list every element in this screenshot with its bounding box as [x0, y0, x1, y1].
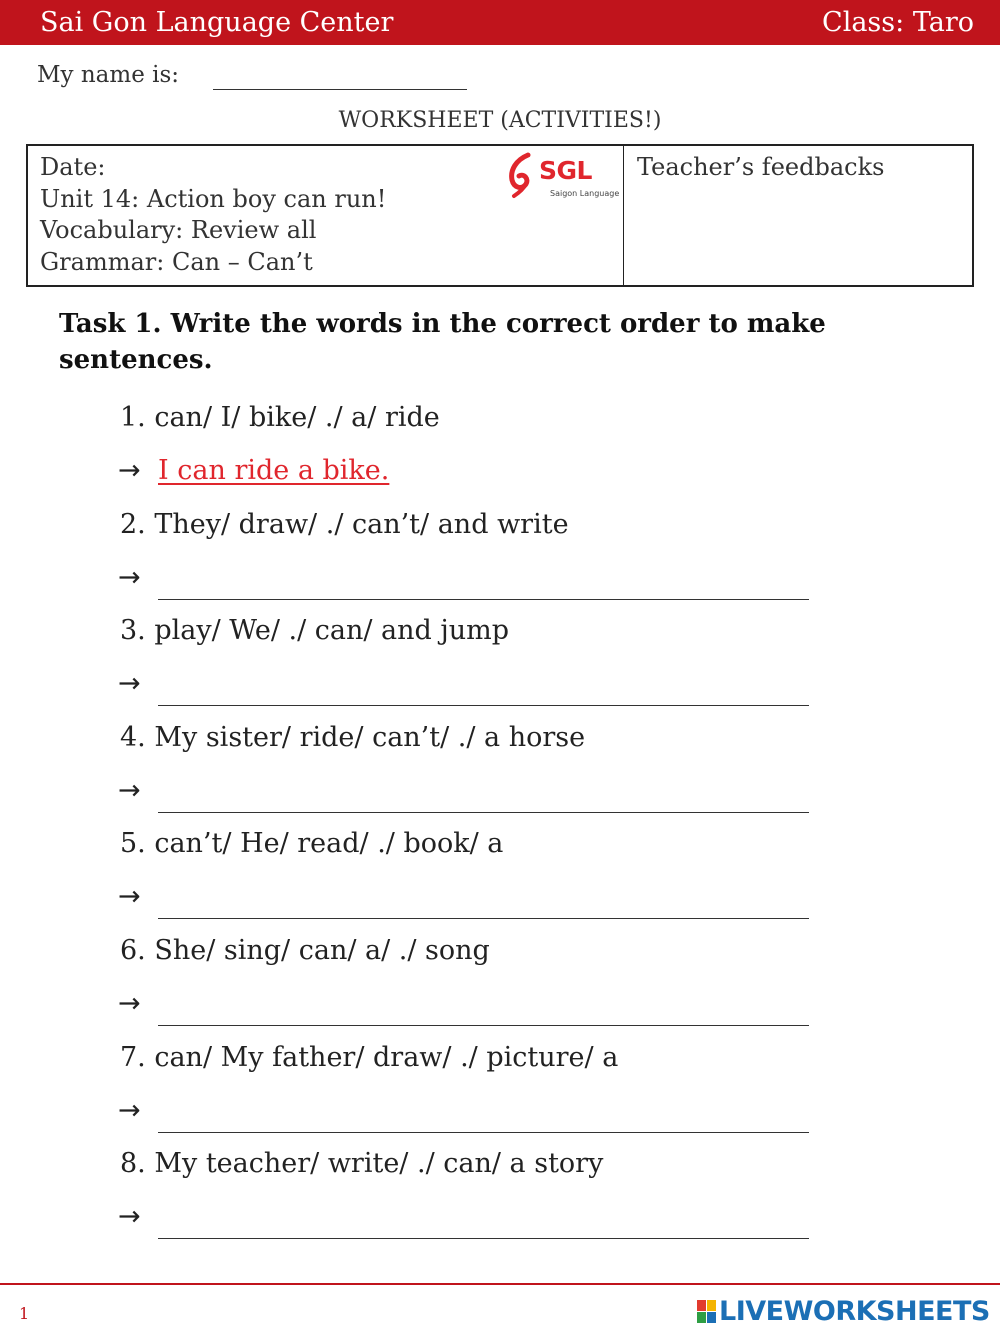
task-item-8 — [120, 1148, 820, 1255]
info-unit: Unit 14: Action boy can run! — [40, 184, 387, 213]
task1-title: Task 1. Write the words in the correct order to make sentences. — [59, 309, 826, 375]
task-item-6 — [120, 935, 820, 1042]
liveworksheets-blocks-icon — [697, 1300, 717, 1324]
answer-input-line[interactable] — [158, 1025, 809, 1026]
info-date: Date: — [40, 153, 106, 181]
question-prompt: 1. can/ I/ bike/ ./ a/ ride — [120, 402, 440, 433]
info-vocabulary: Vocabulary: Review all — [40, 216, 317, 244]
arrow-icon: → — [118, 561, 141, 593]
arrow-icon: → — [118, 774, 141, 806]
arrow-icon: → — [118, 1201, 141, 1233]
answer-input-line[interactable] — [158, 918, 809, 919]
worksheet-title: WORKSHEET (ACTIVITIES!) — [338, 108, 662, 133]
name-input-line[interactable] — [213, 89, 467, 90]
name-label: My name is: — [37, 62, 180, 88]
answer-input-line[interactable] — [158, 599, 809, 600]
question-prompt: 6. She/ sing/ can/ a/ ./ song — [120, 935, 490, 966]
task-item-1 — [120, 402, 820, 509]
task-item-3 — [120, 615, 820, 722]
task-item-4 — [120, 722, 820, 829]
arrow-icon: → — [118, 881, 141, 913]
info-grammar: Grammar: Can – Can’t — [40, 247, 313, 276]
question-prompt: 8. My teacher/ write/ ./ can/ a story — [120, 1148, 604, 1180]
info-lines — [40, 152, 386, 278]
arrow-icon: → — [118, 988, 141, 1019]
question-prompt: 5. can’t/ He/ read/ ./ book/ a — [120, 828, 504, 860]
header-bar — [0, 0, 1000, 45]
answer-input-line[interactable] — [158, 1132, 809, 1133]
answer-text[interactable]: I can ride a bike. — [158, 455, 390, 486]
arrow-icon: → — [118, 1094, 141, 1126]
liveworksheets-logo[interactable] — [697, 1296, 997, 1330]
task-item-7 — [120, 1042, 820, 1149]
info-divider — [623, 146, 624, 285]
sgl-logo — [506, 152, 620, 204]
page-number: 1 — [19, 1304, 30, 1323]
question-prompt: 2. They/ draw/ ./ can’t/ and write — [120, 508, 569, 540]
arrow-icon: → — [118, 668, 141, 700]
task-item-5 — [120, 828, 820, 935]
sgl-logo-subtext: Saigon Language — [550, 189, 620, 198]
liveworksheets-brand: LIVEWORKSHEETS — [719, 1296, 990, 1327]
answer-input-line[interactable] — [158, 1238, 809, 1239]
task-item-2 — [120, 509, 820, 616]
class-label: Class: Taro — [822, 7, 974, 38]
question-prompt: 7. can/ My father/ draw/ ./ picture/ a — [120, 1041, 619, 1073]
answer-input-line[interactable] — [158, 705, 809, 706]
sgl-logo-text: SGL — [539, 156, 592, 185]
info-box — [26, 144, 974, 287]
question-prompt: 4. My sister/ ride/ can’t/ ./ a horse — [120, 721, 586, 753]
question-prompt: 3. play/ We/ ./ can/ and jump — [120, 615, 510, 647]
center-name: Sai Gon Language Center — [40, 7, 394, 38]
sgl-swirl-icon — [506, 152, 540, 200]
footer-rule — [0, 1283, 1000, 1285]
arrow-icon: → — [118, 455, 141, 486]
teacher-feedback-label: Teacher’s feedbacks — [637, 153, 885, 181]
answer-input-line[interactable] — [158, 812, 809, 813]
